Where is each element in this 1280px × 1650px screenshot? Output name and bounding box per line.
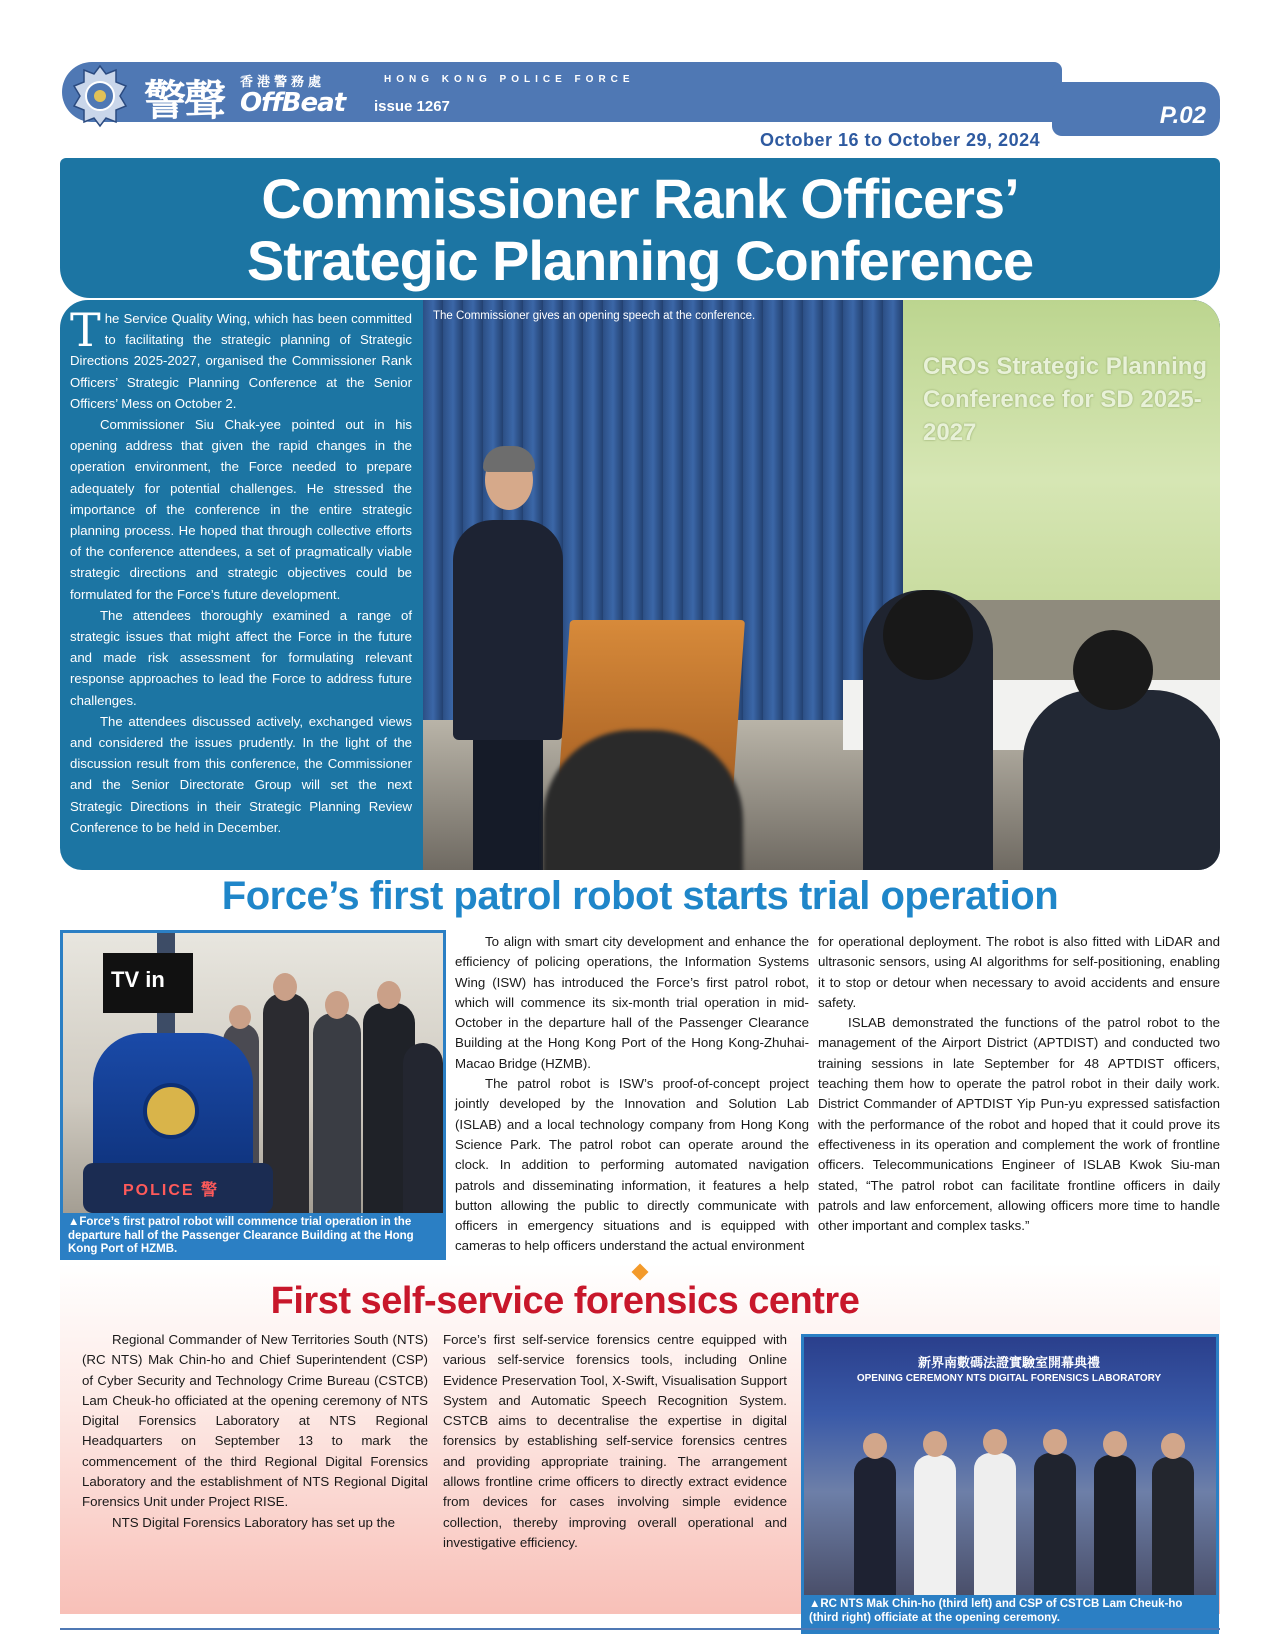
lead-article	[60, 300, 1220, 870]
forensics-paragraph-3: Force’s first self-service forensics centre equipped with various self-service forensics tools, including Online Evidence Preservation Tool, X-Swift, Visualisation Support System and Automatic Speech Recognition System. CSTCB aims to decentralise the expertise in digital forensics by establishing self-service forensics centres and providing appropriate training. The arrangement allows frontline crime officers to directly extract evidence from devices for cases involving simple evidence collection, thereby improving overall operational and investigative efficiency.	[443, 1332, 787, 1550]
lead-headline-line2: Strategic Planning Conference	[246, 229, 1034, 292]
robot-paragraph-1: To align with smart city development and enhance the efficiency of policing operations, the Information Systems Wing (ISW) has introduced the Force’s first patrol robot, which will commence its six-month trial operation in mid-October in the departure hall of the Passenger Clearance Building at the Hong Kong Port of the Hong Kong-Zhuhai-Macao Bridge (HZMB).	[455, 934, 809, 1071]
robot-column-2	[818, 932, 1220, 1236]
lead-paragraph-4: The attendees discussed actively, exchanged views and considered the issues prudently. In the light of the discussion result from this conference, the Commissioner and the Senior Directorate Group will set the next Strategic Directions in their Strategic Planning Review Conference to be held in December.	[70, 713, 412, 835]
robot-base	[83, 1163, 273, 1213]
lead-headline-line1: Commissioner Rank Officers’	[261, 167, 1019, 230]
robot-paragraph-3: for operational deployment. The robot is also fitted with LiDAR and ultrasonic sensors, using AI algorithms for self-positioning, enabling it to stop or detour when necessary to avoid accidents and ensure safety.	[818, 934, 1220, 1010]
photo-speaker	[453, 520, 563, 740]
police-emblem-icon	[70, 64, 130, 128]
masthead	[62, 62, 1220, 152]
robot-photo-caption: ▲Force’s first patrol robot will commence trial operation in the departure hall of the Passenger Clearance Building at the Hong Kong Port of HZMB.	[68, 1216, 414, 1255]
lead-article-text	[70, 303, 412, 838]
robot-base-label: POLICE 警	[123, 1182, 220, 1199]
lead-paragraph-2: Commissioner Siu Chak-yee pointed out in his opening address that given the rapid changes in the operation environment, the Force needed to prepare adequately for potential challenges. He stressed the importance of the conference in the entire strategic planning process. He hoped that through collective efforts of the conference attendees, a set of pragmatically viable strategic directions and strategic objectives could be formulated for the Force’s future development.	[70, 417, 412, 602]
robot-paragraph-2: The patrol robot is ISW’s proof-of-concept project jointly developed by the Innovation and Solution Lab (ISLAB) and a local technology company from Hong Kong Science Park. The patrol robot can operate around the clock. In addition to performing automated navigation patrols and disseminating information, it features a help button allowing the public to directly communicate with officers in emergency situations and is equipped with cameras to help officers understand the actual environment	[455, 1076, 809, 1254]
forensics-photo-caption: ▲RC NTS Mak Chin-ho (third left) and CSP of CSTCB Lam Cheuk-ho (third right) officiate at the opening ceremony.	[809, 1598, 1183, 1624]
forensics-ceremony-photo	[804, 1337, 1216, 1595]
robot-police-emblem-icon	[143, 1083, 199, 1139]
bottom-rule	[60, 1628, 1220, 1630]
page-number: P.02	[1159, 102, 1206, 129]
masthead-offbeat: OffBeat	[240, 88, 346, 118]
photo-caption: The Commissioner gives an opening speech at the conference.	[433, 310, 756, 322]
robot-headline: Force’s first patrol robot starts trial operation	[221, 874, 1059, 918]
masthead-chinese-org: 香港警務處	[240, 74, 326, 89]
robot-photo-figure	[60, 930, 446, 1260]
robot-screen: TV in	[103, 953, 193, 1013]
forensics-headline: First self-service forensics centre	[270, 1280, 860, 1322]
issue-date-range: October 16 to October 29, 2024	[760, 130, 1041, 150]
ceremony-banner: 新界南數碼法證實驗室開幕典禮 OPENING CEREMONY NTS DIGITAL FORENSICS LABORATORY	[856, 1355, 1162, 1384]
forensics-photo-figure	[801, 1334, 1219, 1634]
organisation-name: HONG KONG POLICE FORCE	[384, 74, 635, 85]
lead-title-box	[60, 158, 1220, 298]
robot-column-1	[455, 932, 809, 1257]
masthead-chinese-title: 警聲	[144, 76, 225, 125]
drop-cap: T	[70, 303, 101, 357]
lead-paragraph-1: The Service Quality Wing, which has been committed to facilitating the strategic planning of Strategic Directions 2025-2027, organised the Commissioner Rank Officers’ Strategic Planning Conference at the Senior Officers’ Mess on October 2.	[70, 303, 412, 411]
robot-paragraph-4: ISLAB demonstrated the functions of the patrol robot to the management of the Airport District (APTDIST) and conducted two training sessions in late September for 48 APTDIST officers, teaching them how to operate the patrol robot in their daily work. District Commander of APTDIST Yip Pun-yu expressed satisfaction with the performance of the robot and hoped that it could prove its effectiveness in its operation and complement the work of frontline officers. Telecommunications Engineer of ISLAB Kwok Siu-man stated, “The patrol robot can facilitate frontline officers in daily patrols and law enforcement, allowing officers more time to handle other important and complex tasks.”	[818, 1015, 1220, 1234]
forensics-paragraph-1: Regional Commander of New Territories South (NTS) (RC NTS) Mak Chin-ho and Chief Superintendent (CSP) of Cyber Security and Technology Crime Bureau (CSTCB) Lam Cheuk-ho officiated at the opening ceremony of NTS Digital Forensics Laboratory at NTS Regional Headquarters on September 13 to mark the commencement of the third Regional Digital Forensics Laboratory and the establishment of NTS Regional Digital Forensics Unit under Project RISE.	[82, 1332, 428, 1510]
photo-projection-screen	[903, 300, 1220, 600]
robot-photo	[63, 933, 443, 1213]
forensics-column-2	[443, 1330, 787, 1553]
conference-photo	[423, 300, 1220, 870]
forensics-paragraph-2: NTS Digital Forensics Laboratory has set up the	[112, 1514, 396, 1530]
lead-paragraph-3: The attendees thoroughly examined a range of strategic issues that might affect the Force in the future and made risk assessment for formulating relevant response approaches to lead the Force to address future challenges.	[70, 607, 412, 708]
lead-headline	[60, 168, 1220, 292]
issue-number: issue 1267	[374, 98, 450, 115]
photo-screen-text: CROs Strategic Planning Conference for SD 2025-2027	[923, 353, 1208, 446]
forensics-column-1	[82, 1330, 428, 1533]
